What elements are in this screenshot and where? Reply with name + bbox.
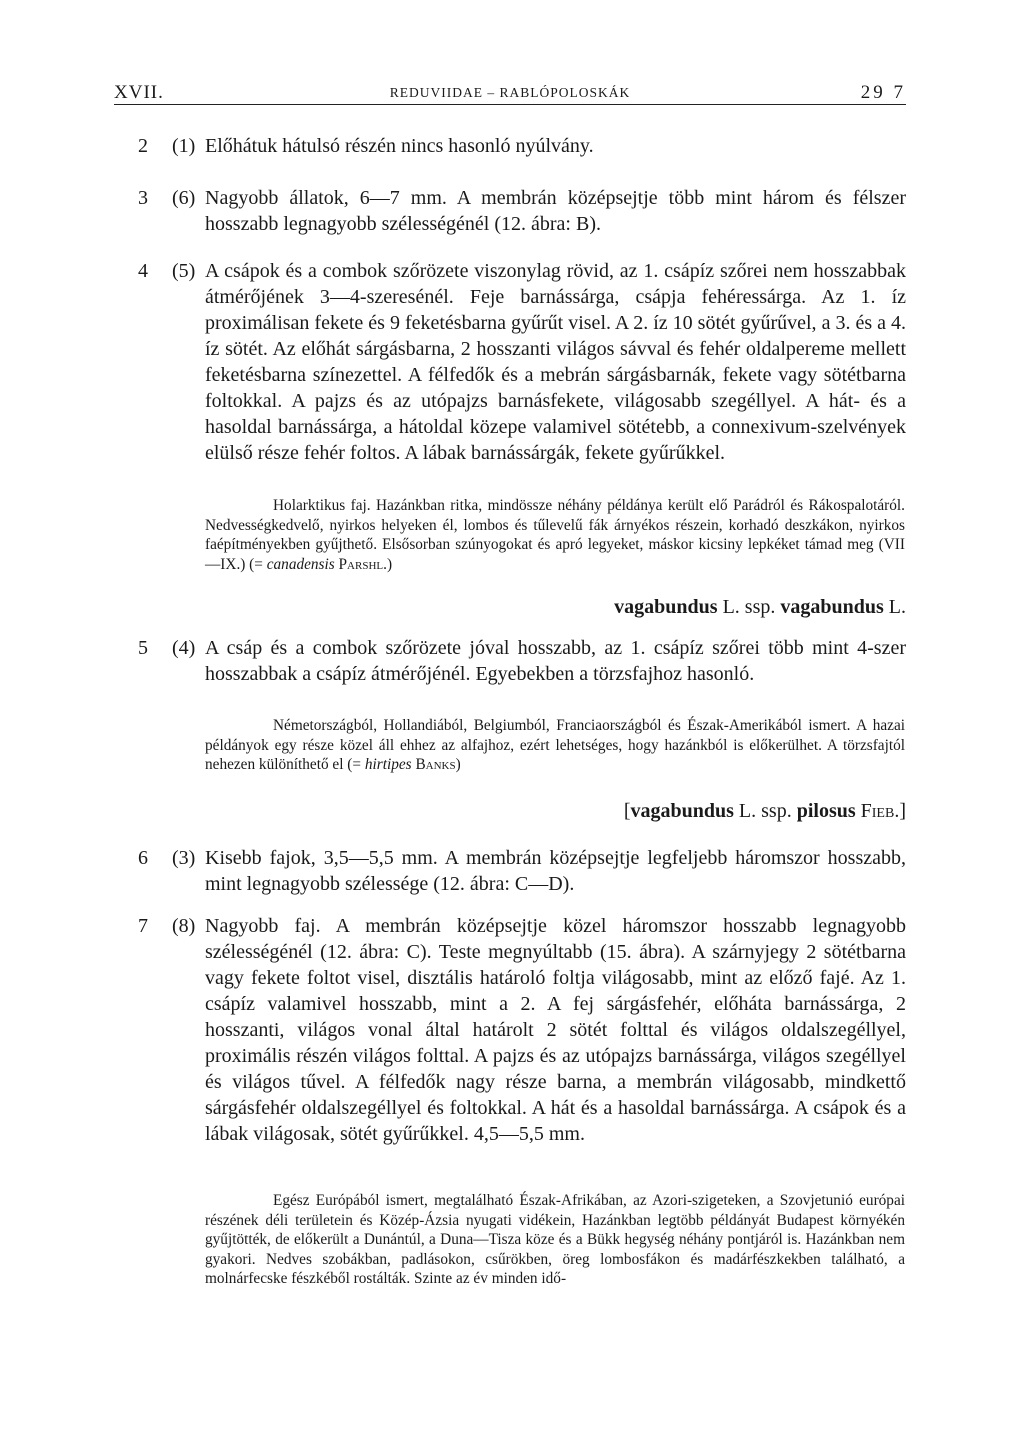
taxon-species: vagabundus bbox=[630, 800, 734, 822]
bracket-open: [ bbox=[623, 800, 631, 822]
entry-number: 6 bbox=[138, 847, 148, 869]
note-text: Holarktikus faj. Hazánkban ritka, mindössze néhány példánya került elő Parádról és Rákospalotáról. Nedvességkedvelő, nyirkos helyeken él, lombos és tűlevelű fák árnyékos részein, korhadó deszkákon, nyirkos faépítményekben gyűjthető. Elsősorban szúnyogokat és apró legyeket, máskor kicsiny lepkéket támad meg (VII—IX.) (= bbox=[205, 497, 905, 573]
entry-number: 5 bbox=[138, 637, 148, 659]
taxon-rank: ssp. bbox=[761, 800, 792, 822]
entry-text: A csápok és a combok szőrözete viszonylag rövid, az 1. csápíz szőrei nem hosszabbak átmérőjének 3—4-szeresénél. Feje barnássárga, csápja fehéressárga. Az 1. íz proximálisan fekete és 9 feketésbarna gyűrűt visel. A 2. íz 10 sötét gyűrűvel, a 3. és a 4. íz sötét. Az előhát sárgásbarna, 2 hosszanti világos sávval és fehér oldalpereme mellett feketésbarna színezettel. A félfedők és a mebrán sárgásbarnák, fekete vagy sötétbarna foltokkal. A pajzs és az utópajzs barnásfekete, világosabb szegéllyel. A hát- és a hasoldal barnássárga, a hátoldal közepe valamivel sötétebb, a connexivum-szelvények elülső része fehér foltos. A lábak barnássárgák, fekete gyűrűkkel. bbox=[205, 260, 906, 464]
note-text: Egész Európából ismert, megtalálható Észak-Afrikában, az Azori-szigeteken, a Szovjetunió európai részének déli területein és Közép-Ázsia nyugati vidékein, Hazánkban legtöbb példányát Budapest környékén gyűjtötték, de előkerült a Dunántúl, a Duna—Tisza köze és a Bükk hegység néhány pontjáról is. Hazánkban nem gyakori. Nedves szobákban, padlásokon, csűrökben, öreg lombosfákon és madárfészkekben található, a molnárfecske fészkéből rostálták. Szinte az év minden idő- bbox=[205, 1192, 905, 1287]
synonym-author: Banks bbox=[415, 756, 456, 773]
taxon-author: L. bbox=[738, 800, 757, 822]
entry-text: Előhátuk hátulsó részén nincs hasonló nyúlvány. bbox=[205, 135, 594, 157]
entry-text: A csáp és a combok szőrözete jóval hosszabb, az 1. csápíz szőrei több mint 4-szer hosszabbak a csápíz átmérőjénél. Egyebekben a törzsfajhoz hasonló. bbox=[205, 637, 906, 685]
taxon-species: vagabundus bbox=[614, 596, 718, 618]
taxon-name bbox=[614, 594, 906, 620]
entry-ref: (3) bbox=[172, 847, 196, 869]
synonym-name: canadensis bbox=[266, 555, 335, 573]
entry-number: 2 bbox=[138, 135, 148, 157]
taxon-author: Fieb. bbox=[860, 800, 900, 822]
key-entry bbox=[138, 133, 906, 159]
key-entry bbox=[138, 913, 906, 1147]
taxon-subspecies: vagabundus bbox=[780, 596, 884, 618]
key-entry bbox=[138, 635, 906, 687]
taxon-rank: ssp. bbox=[744, 596, 776, 618]
entry-ref: (5) bbox=[172, 260, 196, 282]
running-header bbox=[114, 80, 906, 105]
key-entry bbox=[138, 185, 906, 237]
page-number: 29 7 bbox=[860, 82, 906, 103]
entry-ref: (6) bbox=[172, 187, 196, 209]
entry-ref: (4) bbox=[172, 637, 196, 659]
taxon-subspecies: pilosus bbox=[796, 800, 856, 822]
distribution-note bbox=[205, 1191, 905, 1289]
entry-number: 7 bbox=[138, 915, 148, 937]
distribution-note bbox=[205, 496, 905, 574]
entry-number: 3 bbox=[138, 187, 148, 209]
entry-text: Nagyobb állatok, 6—7 mm. A membrán középsejtje több mint három és félszer hosszabb legnagyobb szélességénél (12. ábra: B). bbox=[205, 187, 906, 235]
entry-number: 4 bbox=[138, 260, 148, 282]
entry-ref: (1) bbox=[172, 135, 196, 157]
running-title: REDUVIIDAE – RABLÓPOLOSKÁK bbox=[389, 85, 631, 100]
synonym-name: hirtipes bbox=[364, 756, 412, 773]
key-entry bbox=[138, 845, 906, 897]
taxon-author: L. bbox=[722, 596, 740, 618]
taxon-name bbox=[624, 798, 906, 824]
key-entry bbox=[138, 258, 906, 466]
chapter-number: XVII. bbox=[114, 82, 164, 103]
bracket-close: ] bbox=[899, 800, 906, 822]
taxon-author: L. bbox=[888, 596, 906, 618]
note-close: ) bbox=[455, 756, 461, 773]
entry-text: Kisebb fajok, 3,5—5,5 mm. A membrán középsejtje legfeljebb háromszor hosszabb, mint legnagyobb szélessége (12. ábra: C—D). bbox=[205, 847, 906, 895]
entry-text: Nagyobb faj. A membrán középsejtje közel háromszor hosszabb legnagyobb szélességénél (12. ábra: C). Teste megnyúltabb (15. ábra). A szárnyjegy 2 sötétbarna vagy fekete foltot visel, disztális határoló foltja világosabb, mint az előző fajé. Az 1. csápíz valamivel hosszabb, mint a 2. A fej sárgásfehér, előháta barnássárga, 2 hosszanti, világos vonal által határolt 2 sötét folttal és világos oldalszegéllyel, proximális részén világos folttal. A pajzs és az utópajzs barnássárga, világos szegéllyel és világos tűvel. A félfedők nagy része barna, a membrán világosabb, mindkettő sárgásfehér oldalszegéllyel és foltokkal. A hát és a hasoldal barnássárga. A csápok és a lábak világosak, sötét gyűrűkkel. 4,5—5,5 mm. bbox=[205, 915, 906, 1145]
note-close: ) bbox=[386, 555, 393, 573]
synonym-author: Parshl. bbox=[338, 555, 387, 573]
note-text: Németországból, Hollandiából, Belgiumból, Franciaországból és Észak-Amerikából ismert. A hazai példányok egy része közel áll ehhez az alfajhoz, ezért lehetséges, hogy hazánkból is előkerülhet. A törzsfajtól nehezen különíthető el (= bbox=[205, 717, 905, 773]
entry-ref: (8) bbox=[172, 915, 196, 937]
distribution-note bbox=[205, 716, 905, 775]
